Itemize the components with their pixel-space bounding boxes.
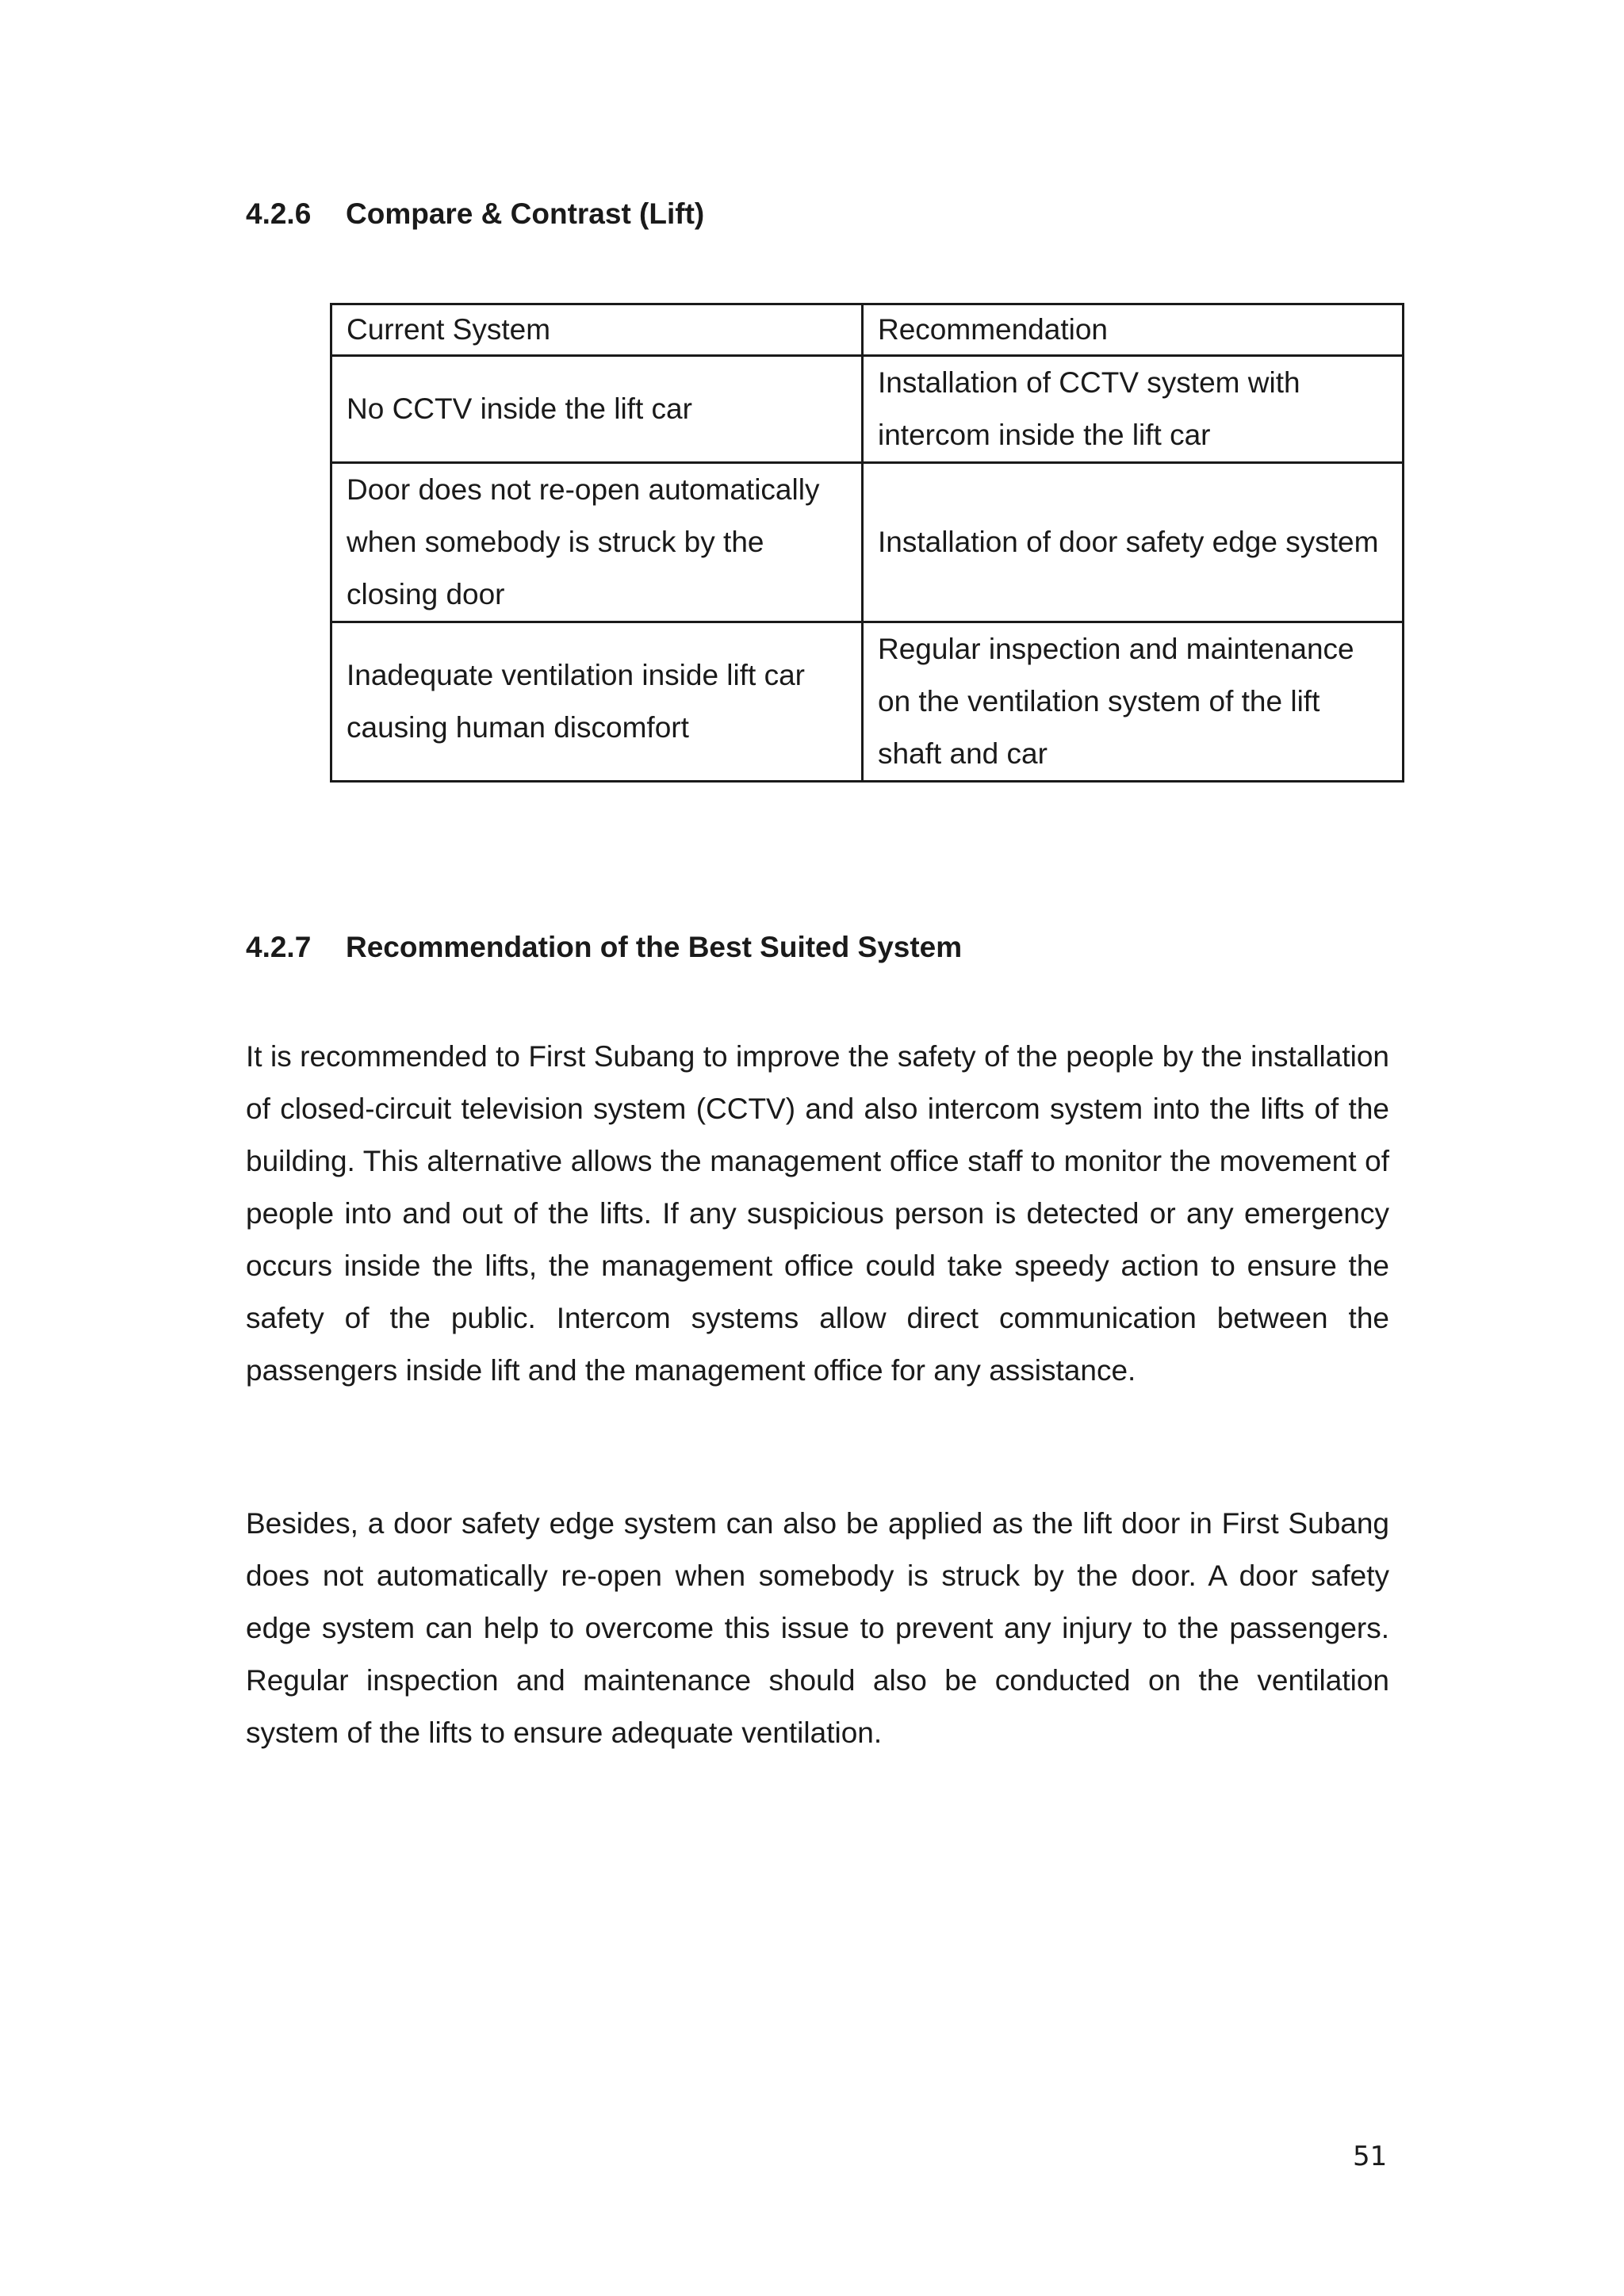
section-title: Recommendation of the Best Suited System [346,931,963,963]
table-header-cell: Recommendation [863,304,1404,356]
table-header-row [331,304,1404,356]
page-number: 51 [1353,2141,1388,2172]
table-header-cell: Current System [331,304,863,356]
section-heading-4-2-7 [246,930,962,965]
body-paragraph: Besides, a door safety edge system can also be applied as the lift door in First Subang does not automatically re-open when somebody is struck by the door. A door safety edge system can help to overcome this issue to prevent any injury to the passengers. Regular inspection and maintenance should also be conducted on the ventilation system of the lifts to ensure adequate ventilation. [246,1507,1389,1749]
body-paragraph: It is recommended to First Subang to improve the safety of the people by the installation of closed-circuit television system (CCTV) and also intercom system into the lifts of the building. This alternative allows the management office staff to monitor the movement of people into and out of the lifts. If any suspicious person is detected or any emergency occurs inside the lifts, the management office could take speedy action to ensure the safety of the public. Intercom systems allow direct communication between the passengers inside lift and the management office for any assistance. [246,1040,1389,1387]
section-number: 4.2.7 [246,931,312,963]
table-row [331,463,1404,622]
section-number: 4.2.6 [246,197,312,230]
current-system-cell: Inadequate ventilation inside lift car causing human discomfort [331,622,863,782]
table-row [331,356,1404,463]
recommendation-cell: Installation of door safety edge system [863,463,1404,622]
current-system-cell: Door does not re-open automatically when somebody is struck by the closing door [331,463,863,622]
compare-contrast-table [330,303,1404,783]
table-row [331,622,1404,782]
section-title: Compare & Contrast (Lift) [346,197,705,230]
recommendation-cell: Regular inspection and maintenance on the ventilation system of the lift shaft and car [863,622,1404,782]
section-heading-4-2-6 [246,197,704,232]
recommendation-cell: Installation of CCTV system with intercom inside the lift car [863,356,1404,463]
current-system-cell: No CCTV inside the lift car [331,356,863,463]
